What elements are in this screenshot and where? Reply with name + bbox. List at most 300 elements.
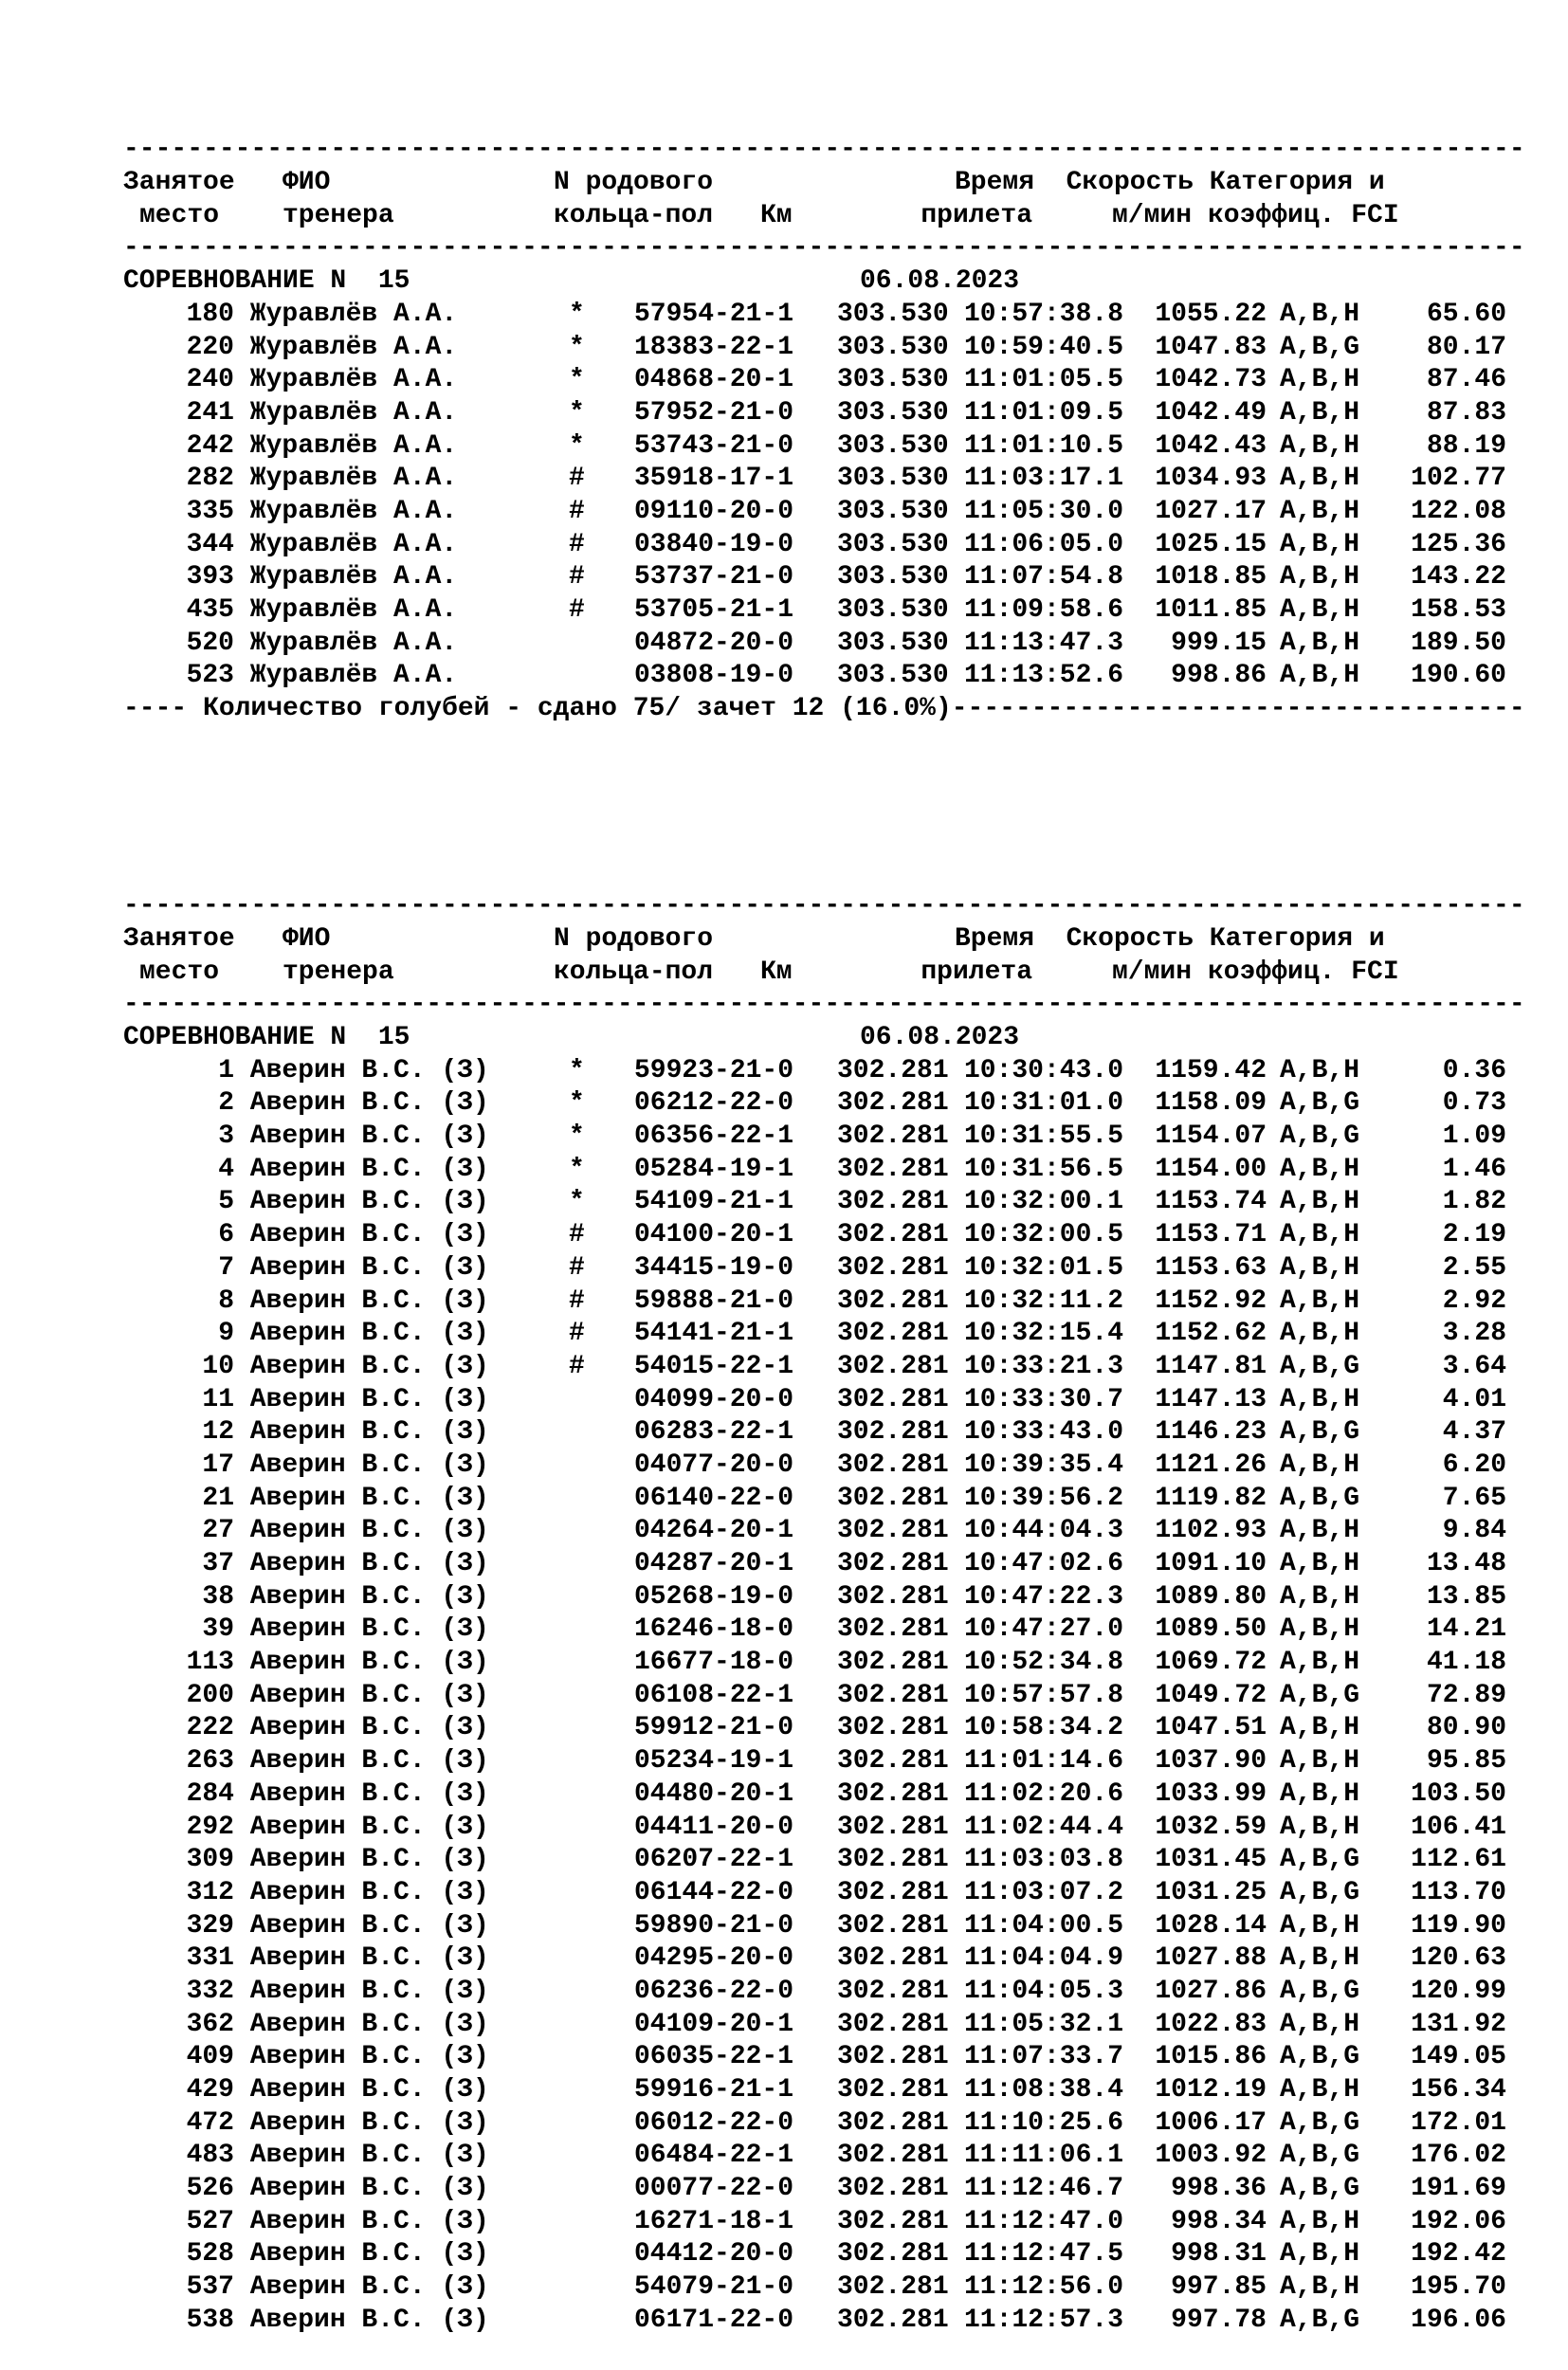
cell-ring: 04109-20-1 xyxy=(634,2009,794,2039)
cell-place: 220 xyxy=(186,332,234,362)
table-row xyxy=(123,1384,1525,1417)
table-row xyxy=(123,660,1525,693)
cell-speed: 1034.93 xyxy=(1155,464,1267,494)
cell-fci: 1.82 xyxy=(1442,1187,1506,1217)
cell-km: 302.281 xyxy=(837,1910,949,1941)
cell-km: 303.530 xyxy=(837,595,949,626)
cell-trainer: Журавлёв А.А. xyxy=(234,661,458,691)
cell-km: 302.281 xyxy=(837,1976,949,2006)
cell-trainer: Аверин В.С. (З) xyxy=(234,1220,489,1250)
table-row xyxy=(123,1154,1525,1187)
cell-km: 302.281 xyxy=(837,1220,949,1250)
cell-ring: 03808-19-0 xyxy=(634,661,794,691)
cell-ring: 34415-19-0 xyxy=(634,1252,794,1283)
cell-fci: 119.90 xyxy=(1411,1910,1506,1941)
cell-fci: 13.48 xyxy=(1426,1549,1506,1579)
table-row xyxy=(123,1318,1525,1351)
cell-fci: 2.92 xyxy=(1442,1285,1506,1316)
cell-time: 10:32:15.4 xyxy=(963,1319,1123,1349)
cell-ring: 03840-19-0 xyxy=(634,529,794,559)
cell-place: 309 xyxy=(186,1845,234,1875)
cell-km: 303.530 xyxy=(837,430,949,461)
table-row xyxy=(123,1745,1525,1778)
table-row xyxy=(123,463,1525,496)
cell-km: 303.530 xyxy=(837,628,949,658)
cell-place: 329 xyxy=(186,1910,234,1941)
cell-fci: 4.37 xyxy=(1442,1417,1506,1448)
cell-speed: 1037.90 xyxy=(1155,1746,1267,1777)
cell-category: A,B,G xyxy=(1280,332,1360,362)
cell-speed: 1042.43 xyxy=(1155,430,1267,461)
cell-fci: 2.19 xyxy=(1442,1220,1506,1250)
cell-time: 11:11:06.1 xyxy=(963,2141,1123,2171)
cell-speed: 999.15 xyxy=(1171,628,1267,658)
cell-category: A,B,H xyxy=(1280,1055,1360,1085)
cell-category: A,B,H xyxy=(1280,2239,1360,2270)
cell-trainer: Аверин В.С. (З) xyxy=(234,1417,489,1448)
cell-place: 7 xyxy=(218,1252,234,1283)
cell-km: 302.281 xyxy=(837,1746,949,1777)
cell-fci: 1.46 xyxy=(1442,1154,1506,1184)
cell-speed: 1121.26 xyxy=(1155,1449,1267,1480)
cell-ring: 54141-21-1 xyxy=(634,1319,794,1349)
cell-fci: 80.90 xyxy=(1426,1713,1506,1743)
cell-ring: 04872-20-0 xyxy=(634,628,794,658)
table-row xyxy=(123,1548,1525,1581)
cell-mark: # xyxy=(569,1285,585,1316)
cell-time: 10:58:34.2 xyxy=(963,1713,1123,1743)
cell-speed: 1153.74 xyxy=(1155,1187,1267,1217)
cell-place: 263 xyxy=(186,1746,234,1777)
cell-km: 302.281 xyxy=(837,2174,949,2204)
cell-category: A,B,G xyxy=(1280,1976,1360,2006)
cell-fci: 106.41 xyxy=(1411,1812,1506,1842)
cell-time: 11:03:17.1 xyxy=(963,464,1123,494)
table-row xyxy=(123,1285,1525,1319)
cell-category: A,B,H xyxy=(1280,1154,1360,1184)
cell-speed: 1091.10 xyxy=(1155,1549,1267,1579)
cell-fci: 87.46 xyxy=(1426,365,1506,395)
cell-speed: 1033.99 xyxy=(1155,1778,1267,1809)
cell-fci: 192.06 xyxy=(1411,2206,1506,2236)
cell-speed: 1055.22 xyxy=(1155,299,1267,329)
cell-place: 222 xyxy=(186,1713,234,1743)
cell-speed: 1027.88 xyxy=(1155,1943,1267,1974)
cell-place: 435 xyxy=(186,595,234,626)
cell-km: 302.281 xyxy=(837,2141,949,2171)
cell-trainer: Аверин В.С. (З) xyxy=(234,1483,489,1513)
table-row xyxy=(123,397,1525,430)
cell-mark: # xyxy=(569,595,585,626)
cell-ring: 04100-20-1 xyxy=(634,1220,794,1250)
cell-ring: 04411-20-0 xyxy=(634,1812,794,1842)
cell-category: A,B,H xyxy=(1280,562,1360,592)
blank-line xyxy=(123,792,1525,825)
cell-category: A,B,H xyxy=(1280,1713,1360,1743)
cell-time: 10:31:01.0 xyxy=(963,1088,1123,1119)
cell-fci: 143.22 xyxy=(1411,562,1506,592)
cell-trainer: Аверин В.С. (З) xyxy=(234,1648,489,1678)
table-row xyxy=(123,529,1525,562)
cell-speed: 1027.17 xyxy=(1155,496,1267,526)
table-row xyxy=(123,2009,1525,2042)
cell-place: 9 xyxy=(218,1319,234,1349)
cell-fci: 102.77 xyxy=(1411,464,1506,494)
cell-speed: 1047.51 xyxy=(1155,1713,1267,1743)
cell-ring: 16246-18-0 xyxy=(634,1614,794,1645)
cell-km: 302.281 xyxy=(837,1812,949,1842)
table-row xyxy=(123,332,1525,365)
cell-category: A,B,H xyxy=(1280,1812,1360,1842)
cell-time: 10:31:55.5 xyxy=(963,1121,1123,1152)
cell-km: 302.281 xyxy=(837,2009,949,2039)
cell-ring: 09110-20-0 xyxy=(634,496,794,526)
cell-speed: 1153.71 xyxy=(1155,1220,1267,1250)
cell-trainer: Аверин В.С. (З) xyxy=(234,1746,489,1777)
cell-time: 11:12:56.0 xyxy=(963,2272,1123,2303)
cell-place: 2 xyxy=(218,1088,234,1119)
cell-speed: 1102.93 xyxy=(1155,1516,1267,1546)
cell-time: 11:06:05.0 xyxy=(963,529,1123,559)
cell-speed: 1154.00 xyxy=(1155,1154,1267,1184)
cell-km: 302.281 xyxy=(837,2272,949,2303)
cell-trainer: Журавлёв А.А. xyxy=(234,397,458,428)
cell-speed: 998.31 xyxy=(1171,2239,1267,2270)
cell-category: A,B,H xyxy=(1280,1943,1360,1974)
cell-time: 11:12:46.7 xyxy=(963,2174,1123,2204)
cell-trainer: Аверин В.С. (З) xyxy=(234,1384,489,1414)
cell-place: 11 xyxy=(202,1384,234,1414)
header-speed: Скорость xyxy=(1066,923,1194,954)
cell-speed: 1031.45 xyxy=(1155,1845,1267,1875)
cell-fci: 158.53 xyxy=(1411,595,1506,626)
table-row xyxy=(123,1351,1525,1384)
cell-speed: 1006.17 xyxy=(1155,2107,1267,2138)
cell-speed: 1154.07 xyxy=(1155,1121,1267,1152)
table-row xyxy=(123,1055,1525,1088)
cell-category: A,B,H xyxy=(1280,2272,1360,2303)
table-row xyxy=(123,364,1525,397)
cell-category: A,B,H xyxy=(1280,1220,1360,1250)
table-row xyxy=(123,1581,1525,1614)
cell-ring: 04412-20-0 xyxy=(634,2239,794,2270)
cell-ring: 53705-21-1 xyxy=(634,595,794,626)
header-row-2 xyxy=(123,200,1525,233)
header-time-2: прилета xyxy=(921,200,1032,230)
cell-time: 11:01:09.5 xyxy=(963,397,1123,428)
cell-mark: # xyxy=(569,1252,585,1283)
cell-mark: * xyxy=(569,1154,585,1184)
cell-trainer: Журавлёв А.А. xyxy=(234,464,458,494)
cell-trainer: Аверин В.С. (З) xyxy=(234,1252,489,1283)
cell-speed: 1146.23 xyxy=(1155,1417,1267,1448)
cell-place: 12 xyxy=(202,1417,234,1448)
cell-km: 303.530 xyxy=(837,332,949,362)
cell-fci: 120.99 xyxy=(1411,1976,1506,2006)
table-row xyxy=(123,496,1525,529)
cell-trainer: Аверин В.С. (З) xyxy=(234,1121,489,1152)
cell-place: 37 xyxy=(202,1549,234,1579)
cell-ring: 54015-22-1 xyxy=(634,1351,794,1381)
header-speed: Скорость xyxy=(1066,168,1194,198)
table-row xyxy=(123,1976,1525,2009)
cell-category: A,B,H xyxy=(1280,1516,1360,1546)
table-row xyxy=(123,1812,1525,1845)
cell-speed: 1015.86 xyxy=(1155,2042,1267,2072)
cell-fci: 191.69 xyxy=(1411,2174,1506,2204)
cell-km: 302.281 xyxy=(837,1713,949,1743)
cell-speed: 1003.92 xyxy=(1155,2141,1267,2171)
cell-fci: 7.65 xyxy=(1442,1483,1506,1513)
cell-place: 10 xyxy=(202,1351,234,1381)
table-row xyxy=(123,1613,1525,1647)
table-row xyxy=(123,1778,1525,1812)
cell-category: A,B,H xyxy=(1280,2075,1360,2106)
cell-mark: # xyxy=(569,1220,585,1250)
header-row-1 xyxy=(123,167,1525,200)
cell-category: A,B,G xyxy=(1280,1088,1360,1119)
cell-trainer: Аверин В.С. (З) xyxy=(234,1285,489,1316)
competition-date: 06.08.2023 xyxy=(860,266,1020,297)
cell-time: 10:47:22.3 xyxy=(963,1581,1123,1612)
table-row xyxy=(123,1844,1525,1877)
header-row-2 xyxy=(123,957,1525,990)
cell-fci: 190.60 xyxy=(1411,661,1506,691)
cell-speed: 1119.82 xyxy=(1155,1483,1267,1513)
cell-place: 200 xyxy=(186,1680,234,1710)
cell-ring: 06140-22-0 xyxy=(634,1483,794,1513)
cell-time: 11:01:10.5 xyxy=(963,430,1123,461)
cell-km: 302.281 xyxy=(837,2107,949,2138)
cell-ring: 06035-22-1 xyxy=(634,2042,794,2072)
table-row xyxy=(123,1219,1525,1252)
cell-km: 302.281 xyxy=(837,1483,949,1513)
cell-place: 527 xyxy=(186,2206,234,2236)
cell-fci: 113.70 xyxy=(1411,1877,1506,1907)
cell-mark: * xyxy=(569,1187,585,1217)
cell-km: 302.281 xyxy=(837,1154,949,1184)
cell-time: 10:33:30.7 xyxy=(963,1384,1123,1414)
cell-ring: 59912-21-0 xyxy=(634,1713,794,1743)
cell-time: 10:57:38.8 xyxy=(963,299,1123,329)
cell-km: 302.281 xyxy=(837,1516,949,1546)
cell-ring: 06171-22-0 xyxy=(634,2305,794,2335)
header-place: Занятое xyxy=(123,923,235,954)
cell-speed: 1158.09 xyxy=(1155,1088,1267,1119)
table-row xyxy=(123,2238,1525,2271)
cell-ring: 04099-20-0 xyxy=(634,1384,794,1414)
cell-km: 302.281 xyxy=(837,1877,949,1907)
separator-line: ---------------------------------------------------------------------------------------- xyxy=(123,891,1525,921)
cell-ring: 59923-21-0 xyxy=(634,1055,794,1085)
cell-fci: 3.28 xyxy=(1442,1319,1506,1349)
cell-km: 302.281 xyxy=(837,1549,949,1579)
cell-place: 538 xyxy=(186,2305,234,2335)
table-row xyxy=(123,1712,1525,1745)
cell-speed: 1152.92 xyxy=(1155,1285,1267,1316)
cell-time: 10:44:04.3 xyxy=(963,1516,1123,1546)
results-document xyxy=(123,68,1525,2370)
competition-date: 06.08.2023 xyxy=(860,1023,1020,1053)
cell-km: 302.281 xyxy=(837,1778,949,1809)
header-time-2: прилета xyxy=(921,957,1032,987)
cell-ring: 54079-21-0 xyxy=(634,2272,794,2303)
cell-place: 520 xyxy=(186,628,234,658)
cell-fci: 125.36 xyxy=(1411,529,1506,559)
cell-trainer: Аверин В.С. (З) xyxy=(234,1351,489,1381)
cell-fci: 2.55 xyxy=(1442,1252,1506,1283)
cell-speed: 1011.85 xyxy=(1155,595,1267,626)
cell-km: 302.281 xyxy=(837,1417,949,1448)
cell-category: A,B,H xyxy=(1280,628,1360,658)
cell-fci: 172.01 xyxy=(1411,2107,1506,2138)
cell-category: A,B,H xyxy=(1280,1285,1360,1316)
cell-category: A,B,H xyxy=(1280,2206,1360,2236)
cell-trainer: Аверин В.С. (З) xyxy=(234,1877,489,1907)
separator-line: ---------------------------------------------------------------------------------------- xyxy=(123,233,1525,264)
cell-time: 10:47:27.0 xyxy=(963,1614,1123,1645)
cell-fci: 95.85 xyxy=(1426,1746,1506,1777)
cell-speed: 998.86 xyxy=(1171,661,1267,691)
cell-trainer: Аверин В.С. (З) xyxy=(234,1910,489,1941)
cell-trainer: Аверин В.С. (З) xyxy=(234,1680,489,1710)
cell-category: A,B,G xyxy=(1280,2042,1360,2072)
table-row xyxy=(123,594,1525,628)
cell-category: A,B,H xyxy=(1280,1614,1360,1645)
cell-fci: 0.36 xyxy=(1442,1055,1506,1085)
cell-category: A,B,H xyxy=(1280,1252,1360,1283)
header-time: Время xyxy=(954,168,1034,198)
cell-speed: 1025.15 xyxy=(1155,529,1267,559)
competition-line xyxy=(123,265,1525,299)
cell-trainer: Журавлёв А.А. xyxy=(234,332,458,362)
cell-speed: 1027.86 xyxy=(1155,1976,1267,2006)
cell-speed: 998.36 xyxy=(1171,2174,1267,2204)
cell-ring: 54109-21-1 xyxy=(634,1187,794,1217)
cell-fci: 196.06 xyxy=(1411,2305,1506,2335)
cell-fci: 6.20 xyxy=(1442,1449,1506,1480)
cell-ring: 59916-21-1 xyxy=(634,2075,794,2106)
header-place: Занятое xyxy=(123,168,235,198)
cell-time: 11:01:14.6 xyxy=(963,1746,1123,1777)
table-row xyxy=(123,2206,1525,2239)
cell-time: 10:52:34.8 xyxy=(963,1648,1123,1678)
cell-time: 11:10:25.6 xyxy=(963,2107,1123,2138)
cell-place: 429 xyxy=(186,2075,234,2106)
cell-km: 302.281 xyxy=(837,1285,949,1316)
cell-trainer: Аверин В.С. (З) xyxy=(234,1154,489,1184)
competition-line xyxy=(123,1022,1525,1055)
cell-trainer: Аверин В.С. (З) xyxy=(234,2141,489,2171)
cell-ring: 59888-21-0 xyxy=(634,1285,794,1316)
cell-place: 21 xyxy=(202,1483,234,1513)
cell-trainer: Журавлёв А.А. xyxy=(234,430,458,461)
cell-place: 523 xyxy=(186,661,234,691)
table-row xyxy=(123,2140,1525,2173)
cell-time: 11:03:07.2 xyxy=(963,1877,1123,1907)
table-row xyxy=(123,430,1525,464)
cell-mark: # xyxy=(569,529,585,559)
cell-trainer: Аверин В.С. (З) xyxy=(234,1549,489,1579)
cell-speed: 1069.72 xyxy=(1155,1648,1267,1678)
cell-ring: 06484-22-1 xyxy=(634,2141,794,2171)
cell-place: 6 xyxy=(218,1220,234,1250)
cell-speed: 1147.13 xyxy=(1155,1384,1267,1414)
cell-time: 11:04:00.5 xyxy=(963,1910,1123,1941)
cell-mark: * xyxy=(569,332,585,362)
cell-category: A,B,H xyxy=(1280,2009,1360,2039)
cell-category: A,B,G xyxy=(1280,1417,1360,1448)
separator-line: ---------------------------------------------------------------------------------------- xyxy=(123,990,1525,1020)
table-row xyxy=(123,1416,1525,1449)
cell-trainer: Аверин В.С. (З) xyxy=(234,1778,489,1809)
cell-fci: 3.64 xyxy=(1442,1351,1506,1381)
cell-place: 27 xyxy=(202,1516,234,1546)
cell-time: 10:32:00.1 xyxy=(963,1187,1123,1217)
table-row xyxy=(123,1515,1525,1548)
cell-category: A,B,H xyxy=(1280,529,1360,559)
cell-time: 11:02:44.4 xyxy=(963,1812,1123,1842)
cell-time: 11:05:32.1 xyxy=(963,2009,1123,2039)
table-row xyxy=(123,1877,1525,1910)
cell-speed: 1028.14 xyxy=(1155,1910,1267,1941)
cell-ring: 18383-22-1 xyxy=(634,332,794,362)
table-row xyxy=(123,2305,1525,2338)
cell-category: A,B,H xyxy=(1280,1319,1360,1349)
cell-time: 11:05:30.0 xyxy=(963,496,1123,526)
cell-mark: # xyxy=(569,562,585,592)
cell-place: 344 xyxy=(186,529,234,559)
cell-trainer: Журавлёв А.А. xyxy=(234,595,458,626)
cell-trainer: Аверин В.С. (З) xyxy=(234,1088,489,1119)
cell-time: 11:13:47.3 xyxy=(963,628,1123,658)
cell-ring: 35918-17-1 xyxy=(634,464,794,494)
table-row xyxy=(123,1680,1525,1713)
cell-trainer: Аверин В.С. (З) xyxy=(234,2239,489,2270)
cell-place: 331 xyxy=(186,1943,234,1974)
cell-place: 242 xyxy=(186,430,234,461)
cell-place: 335 xyxy=(186,496,234,526)
cell-trainer: Аверин В.С. (З) xyxy=(234,2107,489,2138)
cell-place: 17 xyxy=(202,1449,234,1480)
cell-place: 38 xyxy=(202,1581,234,1612)
cell-trainer: Аверин В.С. (З) xyxy=(234,1319,489,1349)
cell-trainer: Журавлёв А.А. xyxy=(234,365,458,395)
cell-trainer: Аверин В.С. (З) xyxy=(234,2042,489,2072)
cell-km: 302.281 xyxy=(837,1845,949,1875)
cell-place: 537 xyxy=(186,2272,234,2303)
cell-speed: 1159.42 xyxy=(1155,1055,1267,1085)
cell-time: 11:07:54.8 xyxy=(963,562,1123,592)
cell-mark: * xyxy=(569,1121,585,1152)
cell-speed: 1018.85 xyxy=(1155,562,1267,592)
cell-km: 302.281 xyxy=(837,1252,949,1283)
header-row-1 xyxy=(123,923,1525,957)
cell-ring: 53737-21-0 xyxy=(634,562,794,592)
cell-place: 39 xyxy=(202,1614,234,1645)
cell-fci: 103.50 xyxy=(1411,1778,1506,1809)
cell-ring: 06236-22-0 xyxy=(634,1976,794,2006)
cell-ring: 06108-22-1 xyxy=(634,1680,794,1710)
cell-ring: 05268-19-0 xyxy=(634,1581,794,1612)
cell-speed: 1089.50 xyxy=(1155,1614,1267,1645)
header-category: Категория и xyxy=(1194,168,1385,198)
cell-trainer: Аверин В.С. (З) xyxy=(234,1976,489,2006)
results-block-1 xyxy=(123,134,1525,725)
header-category-2: коэффиц. FCI xyxy=(1208,957,1399,987)
cell-fci: 0.73 xyxy=(1442,1088,1506,1119)
cell-km: 303.530 xyxy=(837,562,949,592)
